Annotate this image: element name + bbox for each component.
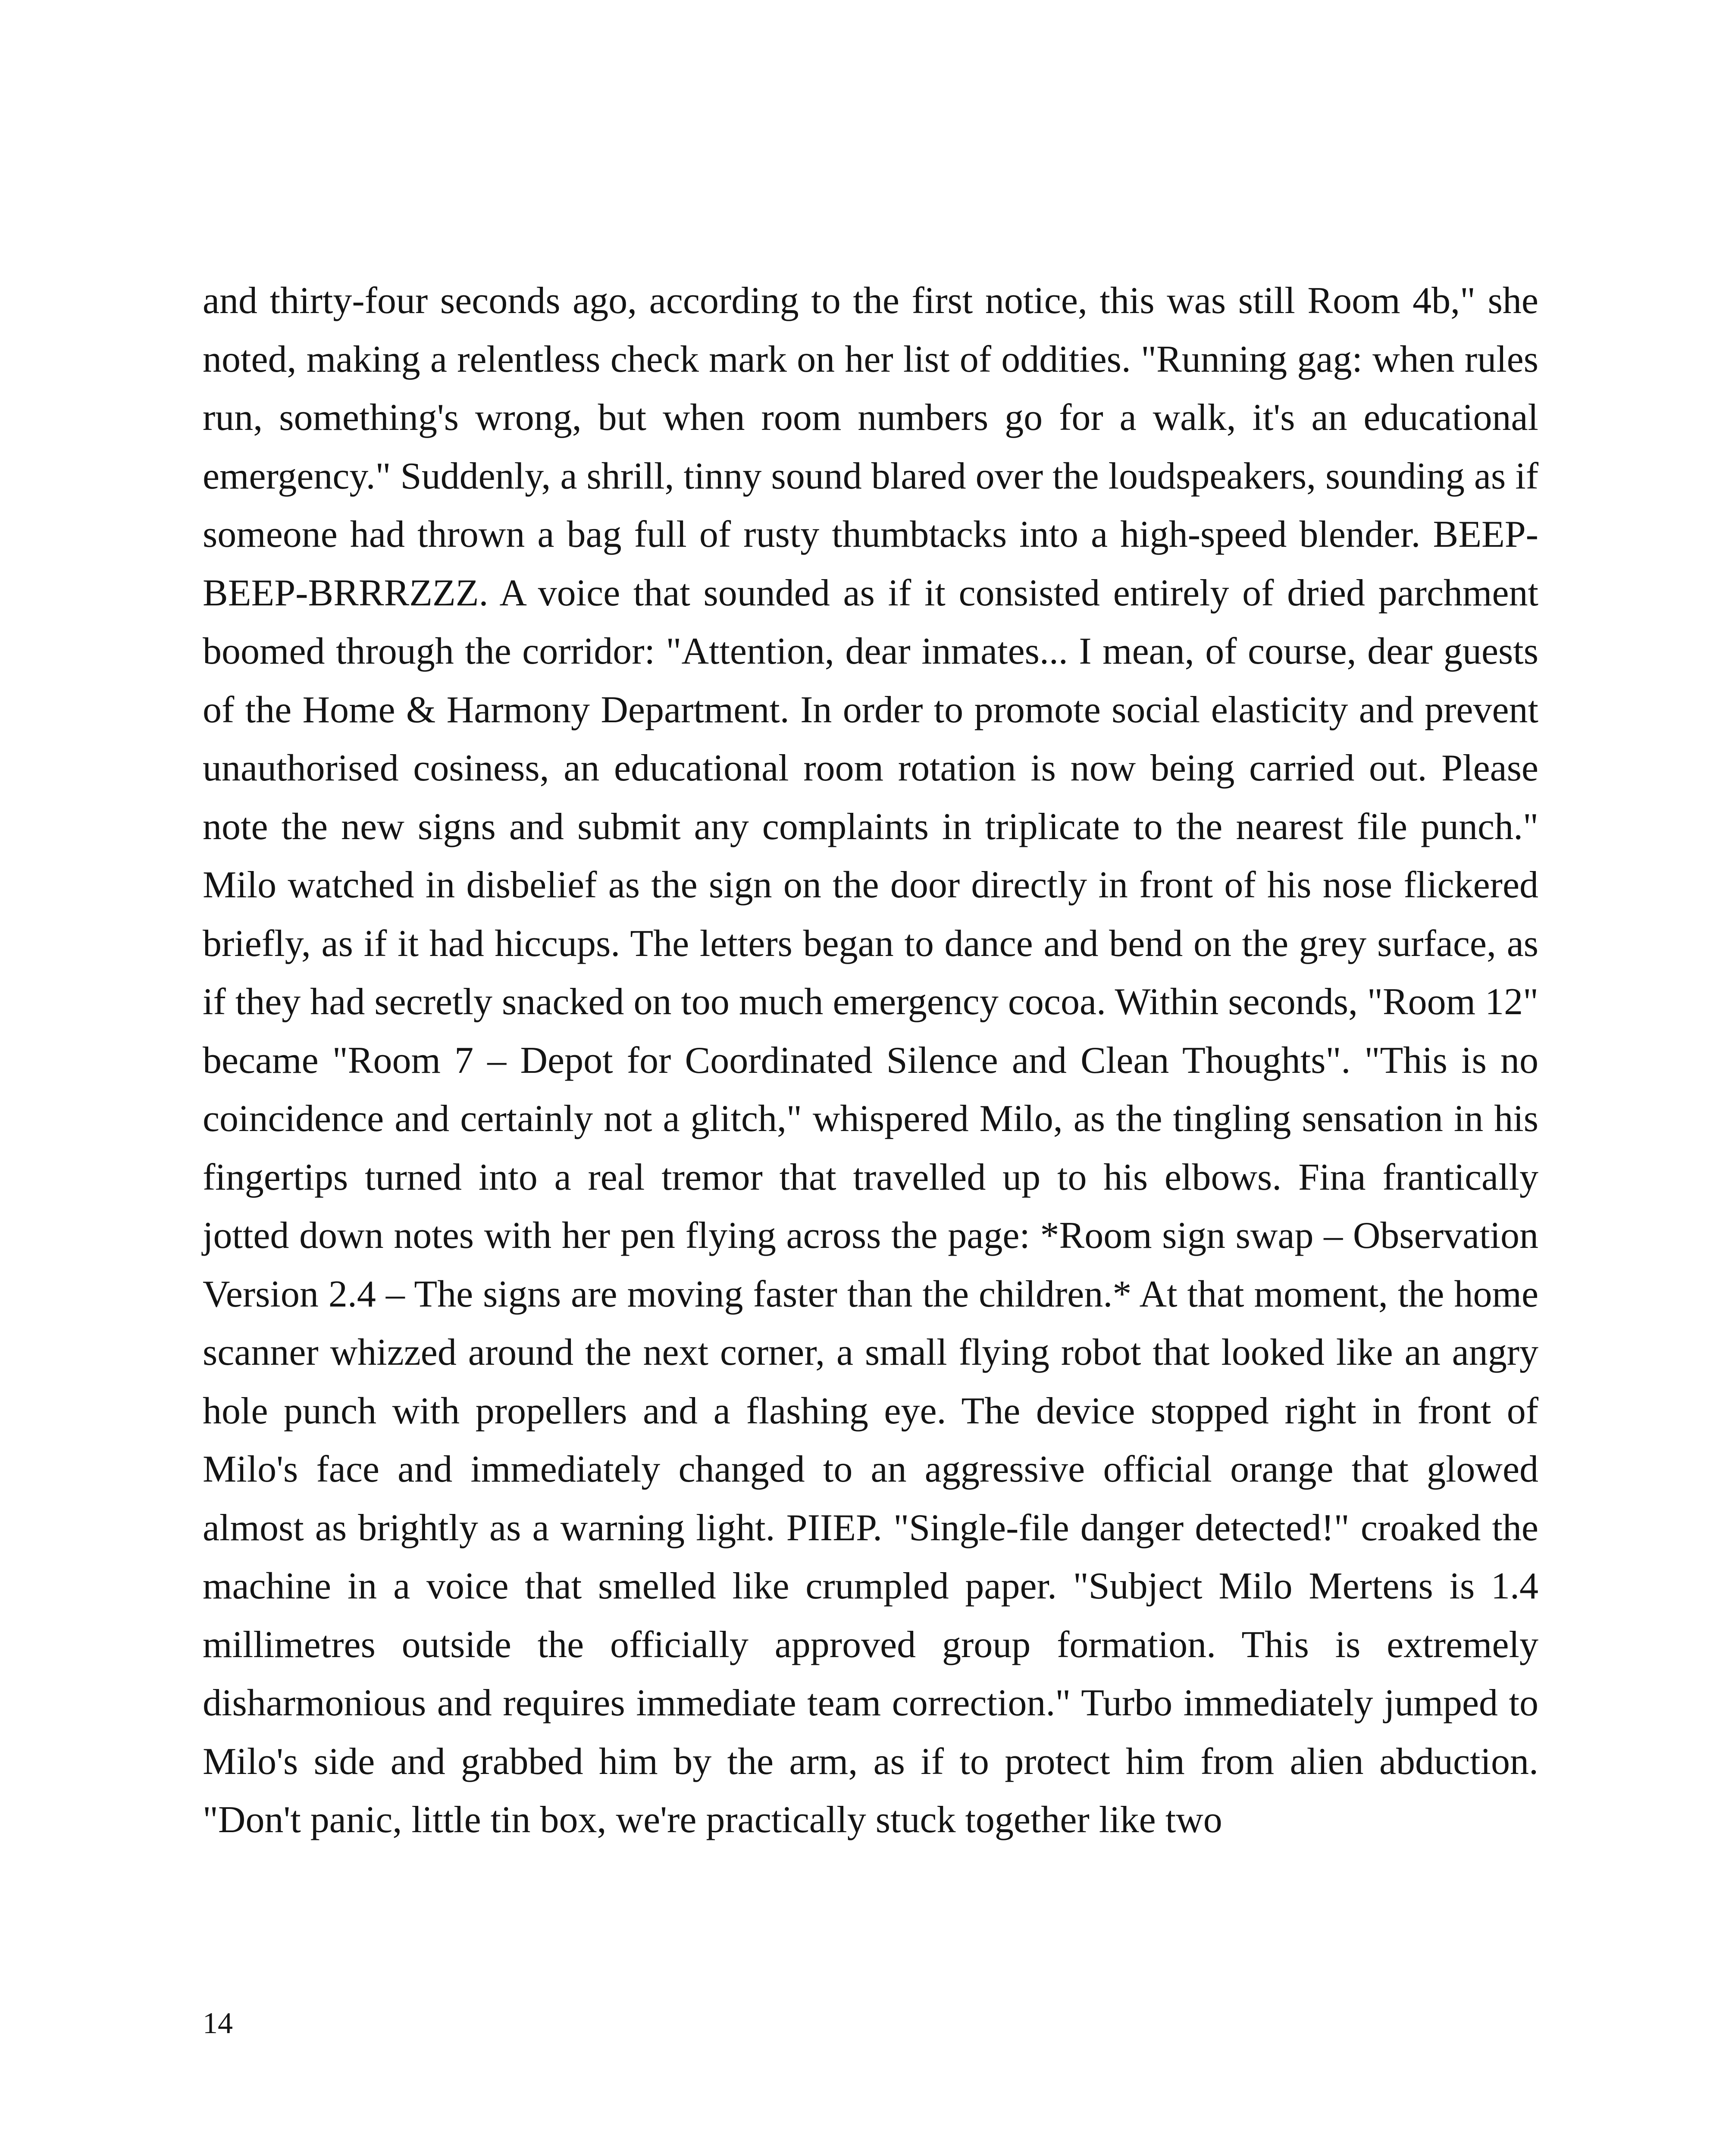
body-paragraph: and thirty-four seconds ago, according to the first notice, this was still Room 4b," she noted, making a relentless check mark on her list of oddities. "Running gag: when rules run, something's wrong, but when room numbers go for a walk, it's an educational emergency." Suddenly, a shrill, tinny sound blared over the loudspeakers, sounding as if someone had thrown a bag full of rusty thumbtacks into a high-speed blender. BEEP-BEEP-BRRRZZZ. A voice that sounded as if it consisted entirely of dried parchment boomed through the corridor: "Attention, dear inmates... I mean, of course, dear guests of the Home & Harmony Department. In order to promote social elasticity and prevent unauthorised cosiness, an educational room rotation is now being carried out. Please note the new signs and submit any complaints in triplicate to the nearest file punch." Milo watched in disbelief as the sign on the door directly in front of his nose flickered briefly, as if it had hiccups. The letters began to dance and bend on the grey surface, as if they had secretly snacked on too much emergency cocoa. Within seconds, "Room 12" became "Room 7 – Depot for Coordinated Silence and Clean Thoughts". "This is no coincidence and certainly not a glitch," whispered Milo, as the tingling sensation in his fingertips turned into a real tremor that travelled up to his elbows. Fina frantically jotted down notes with her pen flying across the page: *Room sign swap – Observation Version 2.4 – The signs are moving faster than the children.* At that moment, the home scanner whizzed around the next corner, a small flying robot that looked like an angry hole punch with propellers and a flashing eye. The device stopped right in front of Milo's face and immediately changed to an aggressive official orange that glowed almost as brightly as a warning light. PIIEP. "Single-file danger detected!" croaked the machine in a voice that smelled like crumpled paper. "Subject Milo Mertens is 1.4 millimetres outside the officially approved group formation. This is extremely disharmonious and requires immediate team correction." Turbo immediately jumped to Milo's side and grabbed him by the arm, as if to protect him from alien abduction. "Don't panic, little tin box, we're practically stuck together like two [203,280,1538,1841]
page-number: 14 [203,2007,233,2040]
